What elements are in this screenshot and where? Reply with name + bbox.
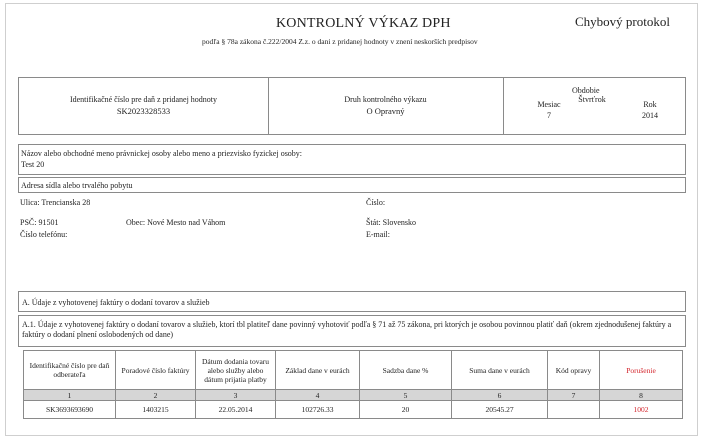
company-name-value: Test 20 xyxy=(21,160,45,169)
email: E-mail: xyxy=(366,230,390,239)
cell-ic-odberatela: SK3693693690 xyxy=(24,401,116,419)
psc: PSČ: 91501 xyxy=(20,218,59,227)
cell-suma: 20545.27 xyxy=(452,401,548,419)
col-header-poradove-cislo: Poradové číslo faktúry xyxy=(116,351,196,390)
cell-datum: 22.05.2014 xyxy=(196,401,276,419)
col-header-kod-opravy: Kód opravy xyxy=(548,351,600,390)
cell-kod-opravy xyxy=(548,401,600,419)
cell-poradove-cislo: 1403215 xyxy=(116,401,196,419)
company-name-label: Názov alebo obchodné meno právnickej osoby alebo meno a priezvisko fyzickej osoby: xyxy=(21,149,303,158)
section-a1-text: A.1. Údaje z vyhotovenej faktúry o dodaní tovarov a služieb, ktorí tbl platiteľ dane povinný vyhotoviť podľa § 71 až 75 zákona, pri ktorých je osobou povinnou platiť daň (okrem zjednodušenej faktúry a faktúry o dodaní plnení oslobodených od dane) xyxy=(22,320,672,339)
section-a-title: A. Údaje z vyhotovenej faktúry o dodaní tovarov a služieb xyxy=(22,298,210,307)
table-header-row xyxy=(24,351,683,390)
mesiac-label: Mesiac xyxy=(537,100,561,109)
ic-dph-value: SK2023328533 xyxy=(116,106,171,116)
cislo: Číslo: xyxy=(366,198,386,207)
section-a1-box xyxy=(18,315,686,347)
invoice-table xyxy=(23,350,683,419)
rok-label: Rok xyxy=(643,100,657,109)
address-label: Adresa sídla alebo trvalého pobytu xyxy=(21,181,133,190)
col-number: 6 xyxy=(452,390,548,401)
druh-value: O Opravný xyxy=(366,106,405,116)
obec: Obec: Nové Mesto nad Váhom xyxy=(126,218,226,227)
col-header-zaklad: Základ dane v eurách xyxy=(276,351,360,390)
col-number: 8 xyxy=(600,390,683,401)
col-number: 4 xyxy=(276,390,360,401)
company-name-box xyxy=(18,144,686,175)
report-title: KONTROLNÝ VÝKAZ DPH xyxy=(276,16,451,31)
stat: Štát: Slovensko xyxy=(366,218,417,227)
mesiac-value: 7 xyxy=(547,111,551,120)
telefon: Číslo telefónu: xyxy=(20,230,68,239)
col-number: 1 xyxy=(24,390,116,401)
cell-porusenie: 1002 xyxy=(600,401,683,419)
table-number-row xyxy=(24,390,683,401)
col-header-datum: Dátum dodania tovaru alebo služby alebo dátum prijatia platby xyxy=(196,351,276,390)
address-header-box xyxy=(18,177,686,193)
col-number: 5 xyxy=(360,390,452,401)
col-header-suma: Suma dane v eurách xyxy=(452,351,548,390)
col-header-sadzba: Sadzba dane % xyxy=(360,351,452,390)
col-number: 3 xyxy=(196,390,276,401)
cell-zaklad: 102726.33 xyxy=(276,401,360,419)
col-header-porusenie: Porušenie xyxy=(600,351,683,390)
druh-label: Druh kontrolného výkazu xyxy=(344,95,427,104)
rok-value: 2014 xyxy=(642,111,658,120)
report-subtitle: podľa § 78a zákona č.222/2004 Z.z. o dani z pridanej hodnoty v znení neskorších predpisov xyxy=(202,37,478,46)
cell-sadzba: 20 xyxy=(360,401,452,419)
error-protocol-title: Chybový protokol xyxy=(575,14,670,29)
obdobie-label: Obdobie xyxy=(572,86,600,95)
col-number: 2 xyxy=(116,390,196,401)
section-a-box xyxy=(18,291,686,312)
report-page xyxy=(5,3,698,436)
stvrtrok-label: Štvrťrok xyxy=(578,95,606,104)
id-section xyxy=(18,77,686,135)
col-number: 7 xyxy=(548,390,600,401)
table-row xyxy=(24,401,683,419)
ulica: Ulica: Trencianska 28 xyxy=(20,198,91,207)
col-header-ic: Identifikačné číslo pre daň odberateľa xyxy=(24,351,116,390)
ic-dph-label: Identifikačné číslo pre daň z pridanej hodnoty xyxy=(69,95,218,104)
